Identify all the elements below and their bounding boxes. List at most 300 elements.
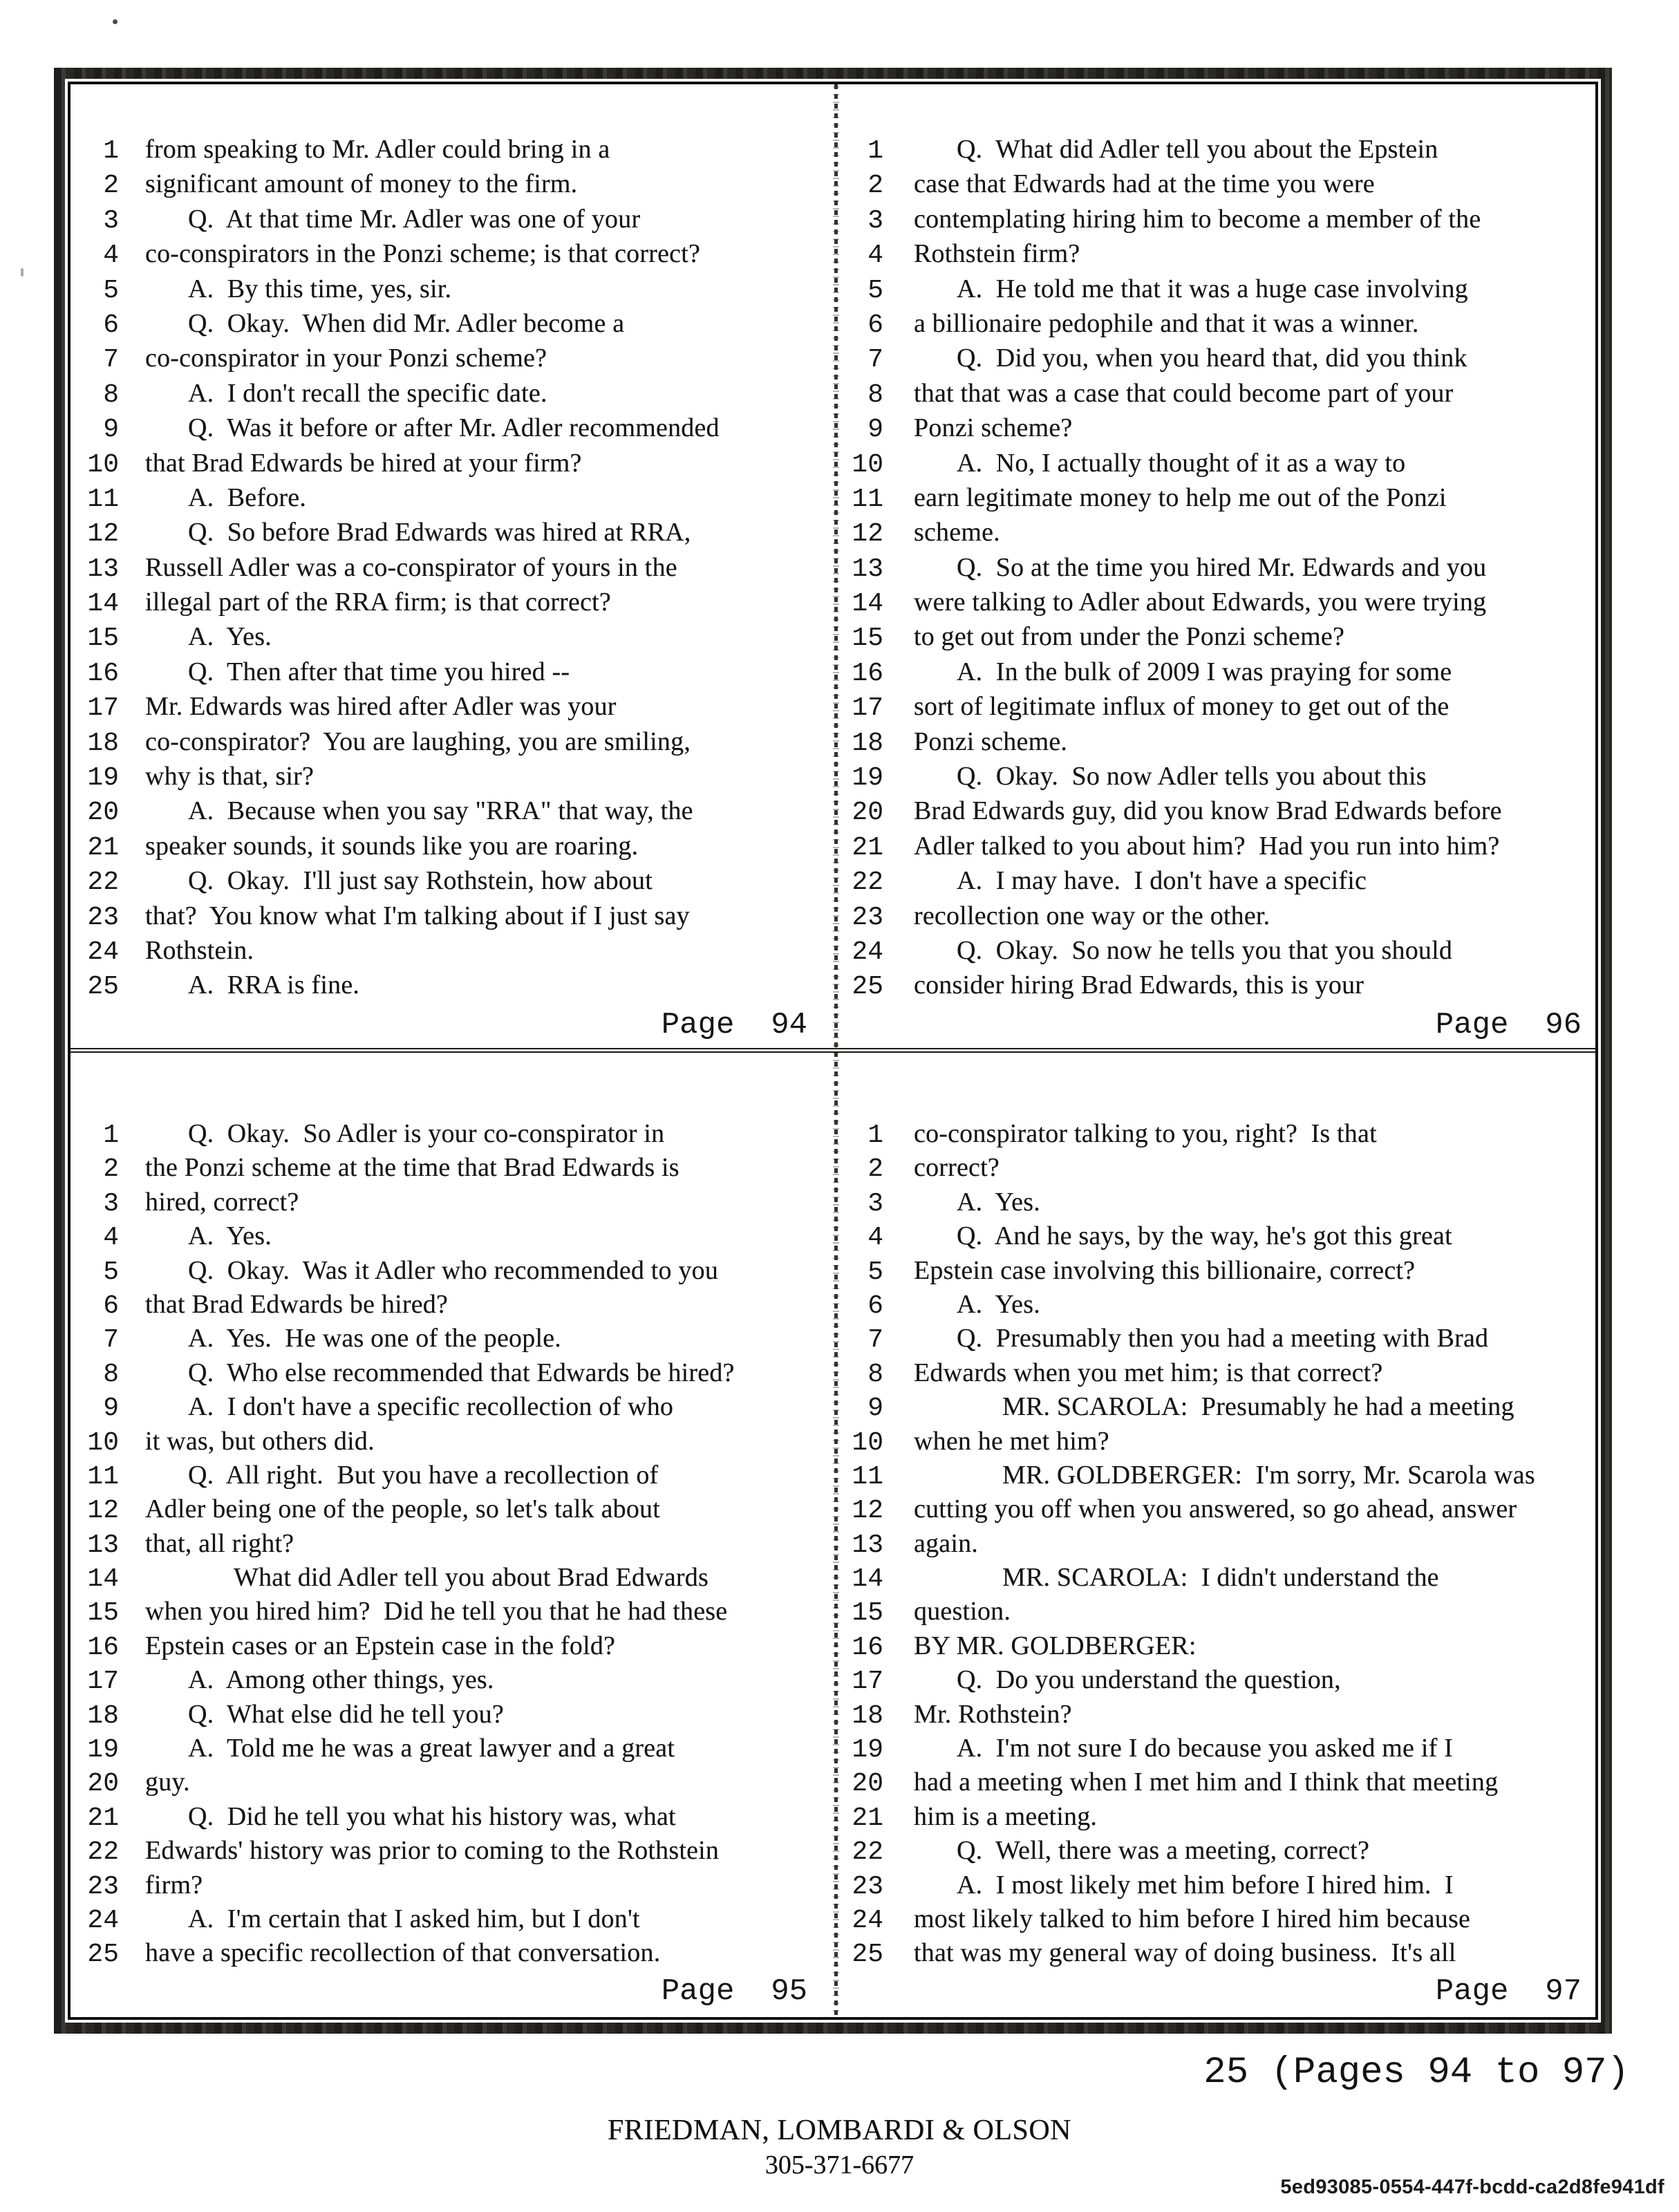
transcript-line [836,831,1595,865]
line-text: most likely talked to him before I hired him because [914,1904,1471,1933]
line-text: A. Yes. [188,1221,272,1251]
transcript-outer-frame [54,68,1612,2034]
line-text: BY MR. GOLDBERGER: [914,1631,1197,1660]
transcript-line [836,621,1595,656]
line-text: when you hired him? Did he tell you that he had these [145,1597,728,1627]
line-text: when he met him? [914,1426,1109,1456]
court-reporter-firm-name: FRIEDMAN, LOMBARDI & OLSON [607,2115,1072,2146]
transcript-line [836,1358,1595,1391]
line-number: 19 [852,763,883,794]
line-number: 18 [87,1700,119,1731]
line-number: 18 [852,1700,883,1731]
transcript-line [836,691,1595,726]
line-number: 1 [867,136,883,166]
line-text: A. Among other things, yes. [188,1665,494,1695]
transcript-line [836,169,1595,203]
transcript-line [836,796,1595,830]
line-text: that? You know what I'm talking about if I just say [145,901,690,930]
line-number: 25 [87,1940,119,1970]
line-text: A. I don't have a specific recollection of who [188,1392,674,1422]
line-number: 15 [87,1598,119,1629]
line-number: 3 [103,1188,119,1219]
line-text: Q. Who else recommended that Edwards be hired? [188,1358,735,1387]
transcript-line [836,587,1595,621]
transcript-line [836,343,1595,377]
line-number: 25 [852,972,883,1002]
line-number: 14 [87,589,119,619]
line-text: co-conspirators in the Ponzi scheme; is that correct? [145,239,701,269]
line-text: Q. So at the time you hired Mr. Edwards and you [957,552,1487,582]
line-number: 19 [87,1735,119,1765]
line-number: 12 [852,519,883,550]
line-number: 25 [852,1940,883,1970]
transcript-line [836,1562,1595,1596]
line-number: 20 [852,798,883,828]
transcript-line [836,901,1595,935]
transcript-line [836,657,1595,691]
transcript-line [836,1187,1595,1221]
line-text: co-conspirator in your Ponzi scheme? [145,344,547,373]
line-text: Q. Okay. I'll just say Rothstein, how about [188,866,653,896]
line-number: 11 [87,484,119,514]
transcript-line [71,413,836,447]
line-number: 8 [867,1359,883,1389]
line-number: 24 [87,937,119,967]
line-text: Q. At that time Mr. Adler was one of your [188,204,641,234]
line-text: again. [914,1528,978,1558]
line-text: A. I'm not sure I do because you asked me if I [957,1734,1453,1763]
line-number: 5 [103,275,119,306]
transcript-line [71,1733,836,1767]
scan-speck [113,19,118,24]
transcript-line [71,204,836,238]
transcript-line [836,1801,1595,1835]
transcript-line [836,1835,1595,1869]
page-number-label-96: Page 96 [1435,1008,1582,1042]
line-text: Q. Did you, when you heard that, did you think [957,344,1467,373]
transcript-line [836,1733,1595,1767]
row-divider-line [71,1048,1595,1053]
line-number: 8 [103,1359,119,1389]
line-number: 23 [87,902,119,932]
line-text: A. Told me he was a great lawyer and a great [188,1734,675,1763]
transcript-line [836,1118,1595,1152]
line-number: 12 [852,1496,883,1526]
transcript-line [71,831,836,865]
line-number: 7 [103,345,119,375]
line-number: 2 [867,171,883,201]
line-text: A. He told me that it was a huge case involving [957,274,1468,303]
line-text: A. In the bulk of 2009 I was praying for some [957,657,1452,686]
transcript-page-95 [71,1051,836,2017]
line-number: 5 [103,1257,119,1287]
line-text: Q. Presumably then you had a meeting with Brad [957,1324,1489,1353]
condensed-page-summary: 25 (Pages 94 to 97) [1203,2052,1629,2094]
transcript-line [836,1460,1595,1494]
line-number: 25 [87,972,119,1002]
transcript-line [836,448,1595,482]
line-text: Q. Okay. So now Adler tells you about this [957,762,1427,791]
line-text: Q. All right. But you have a recollection of [188,1460,659,1490]
transcript-line [71,587,836,621]
line-number: 22 [87,1837,119,1868]
document-id-stamp: 5ed93085-0554-447f-bcdd-ca2d8fe941df [1280,2176,1664,2198]
line-text: that was my general way of doing business. It's all [914,1938,1456,1968]
transcript-line [71,1938,836,1971]
line-number: 14 [852,1564,883,1595]
transcript-line [71,343,836,377]
transcript-line [836,1494,1595,1528]
line-number: 21 [87,1803,119,1833]
line-number: 5 [867,275,883,306]
line-text: case that Edwards had at the time you were [914,169,1375,199]
line-text: that, all right? [145,1528,294,1558]
line-number: 22 [852,868,883,898]
line-text: A. I most likely met him before I hired him. I [957,1870,1454,1900]
line-text: Epstein case involving this billionaire, correct? [914,1255,1416,1285]
line-text: Q. And he says, by the way, he's got this great [957,1221,1452,1251]
transcript-line [71,1289,836,1323]
line-text: Edwards when you met him; is that correct? [914,1358,1383,1387]
transcript-line [836,1426,1595,1460]
line-number: 24 [852,937,883,967]
line-number: 8 [103,379,119,410]
transcript-lines-95 [71,1051,836,1972]
line-number: 16 [852,658,883,688]
line-text: Q. Okay. When did Mr. Adler become a [188,308,625,338]
transcript-line [836,1255,1595,1289]
line-text: co-conspirator? You are laughing, you are smiling, [145,727,691,756]
four-up-transcript-grid [71,84,1595,2017]
transcript-line [71,274,836,308]
line-number: 20 [87,1769,119,1799]
line-number: 23 [852,1871,883,1902]
line-number: 1 [867,1121,883,1150]
line-text: Epstein cases or an Epstein case in the fold? [145,1631,616,1660]
line-text: Q. So before Brad Edwards was hired at RRA, [188,518,691,547]
line-number: 9 [103,1394,119,1424]
line-number: 6 [867,310,883,340]
page-number-label-94: Page 94 [661,1008,807,1042]
transcript-line [71,1255,836,1289]
line-text: Q. What else did he tell you? [188,1699,504,1729]
transcript-line [71,169,836,203]
line-text: Q. Then after that time you hired -- [188,657,570,686]
line-number: 10 [852,449,883,480]
transcript-line [836,1904,1595,1938]
line-text: Russell Adler was a co-conspirator of yours in the [145,552,677,582]
line-text: that that was a case that could become part of your [914,378,1454,408]
transcript-line [71,308,836,343]
line-text: Ponzi scheme? [914,413,1073,443]
transcript-line [71,517,836,552]
line-text: that Brad Edwards be hired? [145,1289,449,1319]
transcript-line [71,1358,836,1391]
line-number: 12 [87,1496,119,1526]
line-text: speaker sounds, it sounds like you are roaring. [145,831,639,861]
frame-inner-border [68,82,1598,2020]
transcript-line [71,1460,836,1494]
line-text: had a meeting when I met him and I think that meeting [914,1768,1499,1797]
line-number: 17 [852,693,883,724]
transcript-line [71,865,836,900]
line-text: A. By this time, yes, sir. [188,274,452,303]
line-number: 8 [867,379,883,410]
transcript-line [71,1665,836,1698]
transcript-line [836,761,1595,796]
transcript-line [836,935,1595,970]
line-number: 9 [867,415,883,445]
line-text: A. Yes. [957,1187,1040,1217]
line-text: him is a meeting. [914,1801,1098,1831]
transcript-line [71,901,836,935]
line-number: 21 [852,832,883,863]
line-number: 12 [87,519,119,550]
line-number: 22 [852,1837,883,1868]
line-text: MR. SCAROLA: Presumably he had a meeting [1002,1392,1514,1422]
line-text: Q. Okay. Was it Adler who recommended to you [188,1255,719,1285]
transcript-line [71,761,836,796]
line-number: 16 [87,1632,119,1662]
line-text: Adler being one of the people, so let's talk about [145,1494,660,1524]
line-text: why is that, sir? [145,762,315,791]
transcript-line [71,448,836,482]
line-number: 15 [852,1598,883,1629]
line-number: 10 [87,1427,119,1458]
line-number: 13 [852,554,883,584]
line-number: 14 [852,589,883,619]
transcript-line [71,1904,836,1938]
transcript-line [836,1391,1595,1425]
line-number: 17 [87,1667,119,1697]
transcript-line [71,134,836,169]
transcript-line [71,935,836,970]
line-number: 7 [867,345,883,375]
transcript-line [836,552,1595,587]
line-number: 13 [87,554,119,584]
line-text: were talking to Adler about Edwards, you were trying [914,588,1487,617]
line-number: 23 [87,1871,119,1902]
transcript-line [836,1631,1595,1665]
line-number: 7 [867,1325,883,1356]
line-text: A. I may have. I don't have a specific [957,866,1367,896]
transcript-line [71,727,836,761]
line-number: 3 [867,1188,883,1219]
line-text: consider hiring Brad Edwards, this is your [914,971,1364,1000]
transcript-line [71,1221,836,1255]
transcript-line [71,1426,836,1460]
line-text: Rothstein firm? [914,239,1080,269]
transcript-line [836,970,1595,1004]
line-text: to get out from under the Ponzi scheme? [914,622,1345,652]
transcript-line [836,274,1595,308]
transcript-line [836,238,1595,273]
line-text: correct? [914,1153,1000,1183]
transcript-line [836,727,1595,761]
line-number: 15 [87,624,119,654]
line-text: a billionaire pedophile and that it was a winner. [914,308,1419,338]
line-text: cutting you off when you answered, so go ahead, answer [914,1494,1517,1524]
line-number: 19 [852,1735,883,1765]
transcript-line [836,413,1595,447]
line-text: Q. Did he tell you what his history was, what [188,1801,676,1831]
line-text: A. I don't recall the specific date. [188,378,547,408]
transcript-line [71,1596,836,1630]
line-number: 7 [103,1325,119,1356]
transcript-line [71,1835,836,1869]
transcript-line [71,1494,836,1528]
line-text: recollection one way or the other. [914,901,1270,930]
transcript-line [836,1665,1595,1698]
line-text: A. RRA is fine. [188,971,360,1000]
transcript-line [71,238,836,273]
line-text: Q. Do you understand the question, [957,1665,1341,1695]
line-text: co-conspirator talking to you, right? Is that [914,1119,1377,1148]
line-number: 9 [867,1394,883,1424]
line-text: A. Yes. [188,622,272,652]
transcript-line [71,1699,836,1733]
line-text: Ponzi scheme. [914,727,1068,756]
transcript-line [71,621,836,656]
transcript-line [836,378,1595,413]
transcript-line [836,1767,1595,1801]
line-number: 2 [867,1154,883,1185]
transcript-line [836,1528,1595,1562]
transcript-line [71,657,836,691]
line-text: Adler talked to you about him? Had you run into him? [914,831,1500,861]
transcript-line [836,1870,1595,1904]
transcript-line [71,1187,836,1221]
transcript-line [71,796,836,830]
line-text: A. Yes. He was one of the people. [188,1324,561,1353]
line-number: 2 [103,171,119,201]
line-number: 11 [852,484,883,514]
transcript-line [836,865,1595,900]
transcript-page-94 [71,84,836,1051]
transcript-lines-94 [71,84,836,1005]
line-text: A. Before. [188,482,307,512]
transcript-line [71,1152,836,1186]
line-text: scheme. [914,518,1000,547]
line-number: 17 [852,1667,883,1697]
line-number: 11 [852,1461,883,1492]
transcript-line [836,1221,1595,1255]
page-number-label-97: Page 97 [1435,1974,1582,2009]
transcript-line [836,1152,1595,1186]
line-number: 4 [867,1223,883,1253]
line-text: Q. What did Adler tell you about the Epstein [957,135,1438,164]
transcript-line [836,1699,1595,1733]
line-number: 3 [103,205,119,236]
transcript-line [71,1870,836,1904]
transcript-line [836,1289,1595,1323]
line-text: hired, correct? [145,1187,299,1217]
line-text: MR. GOLDBERGER: I'm sorry, Mr. Scarola was [1002,1460,1535,1490]
line-text: that Brad Edwards be hired at your firm? [145,448,582,478]
line-text: earn legitimate money to help me out of the Ponzi [914,482,1447,512]
line-text: Q. Okay. So now he tells you that you should [957,935,1453,965]
line-text: the Ponzi scheme at the time that Brad Edwards is [145,1153,679,1183]
line-number: 4 [103,241,119,271]
line-text: from speaking to Mr. Adler could bring in a [145,135,610,164]
line-number: 21 [87,832,119,863]
transcript-line [71,1801,836,1835]
line-text: firm? [145,1870,203,1900]
line-text: A. I'm certain that I asked him, but I don't [188,1904,640,1933]
transcript-line [836,1596,1595,1630]
line-number: 20 [852,1769,883,1799]
line-number: 13 [87,1530,119,1560]
line-text: guy. [145,1768,190,1797]
transcript-line [71,691,836,726]
line-number: 10 [87,449,119,480]
transcript-line [836,204,1595,238]
transcript-page-97 [836,1051,1595,2017]
line-text: MR. SCAROLA: I didn't understand the [1002,1563,1439,1593]
transcript-line [71,1767,836,1801]
scan-speck [21,268,24,276]
line-text: Mr. Edwards was hired after Adler was your [145,692,617,722]
line-number: 4 [867,241,883,271]
line-number: 10 [852,1427,883,1458]
line-number: 18 [87,728,119,758]
line-text: A. No, I actually thought of it as a way to [957,448,1406,478]
line-number: 3 [867,205,883,236]
transcript-line [71,1528,836,1562]
line-text: Q. Was it before or after Mr. Adler recommended [188,413,720,443]
line-number: 6 [103,1291,119,1321]
line-number: 1 [103,136,119,166]
line-text: Rothstein. [145,935,254,965]
court-reporter-phone: 305-371-6677 [765,2150,914,2180]
line-number: 22 [87,868,119,898]
line-number: 17 [87,693,119,724]
transcript-line [71,482,836,517]
line-text: question. [914,1597,1011,1627]
line-text: contemplating hiring him to become a member of the [914,204,1481,234]
transcript-line [836,482,1595,517]
line-text: A. Because when you say "RRA" that way, the [188,796,693,826]
transcript-line [836,1938,1595,1971]
line-text: Q. Well, there was a meeting, correct? [957,1836,1370,1866]
line-text: Q. Okay. So Adler is your co-conspirator in [188,1119,665,1148]
transcript-line [71,378,836,413]
line-text: What did Adler tell you about Brad Edwards [234,1563,709,1593]
line-text: have a specific recollection of that conversation. [145,1938,661,1968]
line-number: 16 [87,658,119,688]
line-number: 6 [867,1291,883,1321]
line-number: 13 [852,1530,883,1560]
line-number: 21 [852,1803,883,1833]
line-text: A. Yes. [957,1289,1040,1319]
line-number: 6 [103,310,119,340]
transcript-line [836,517,1595,552]
line-text: Edwards' history was prior to coming to the Rothstein [145,1836,720,1866]
line-number: 23 [852,902,883,932]
line-number: 24 [87,1905,119,1936]
line-number: 11 [87,1461,119,1492]
line-number: 20 [87,798,119,828]
transcript-line [71,552,836,587]
transcript-line [71,1562,836,1596]
line-number: 14 [87,1564,119,1595]
transcript-lines-97 [836,1051,1595,1972]
transcript-line [71,1391,836,1425]
transcript-page-96 [836,84,1595,1051]
line-text: illegal part of the RRA firm; is that correct? [145,588,611,617]
transcript-line [836,134,1595,169]
transcript-line [71,1323,836,1357]
